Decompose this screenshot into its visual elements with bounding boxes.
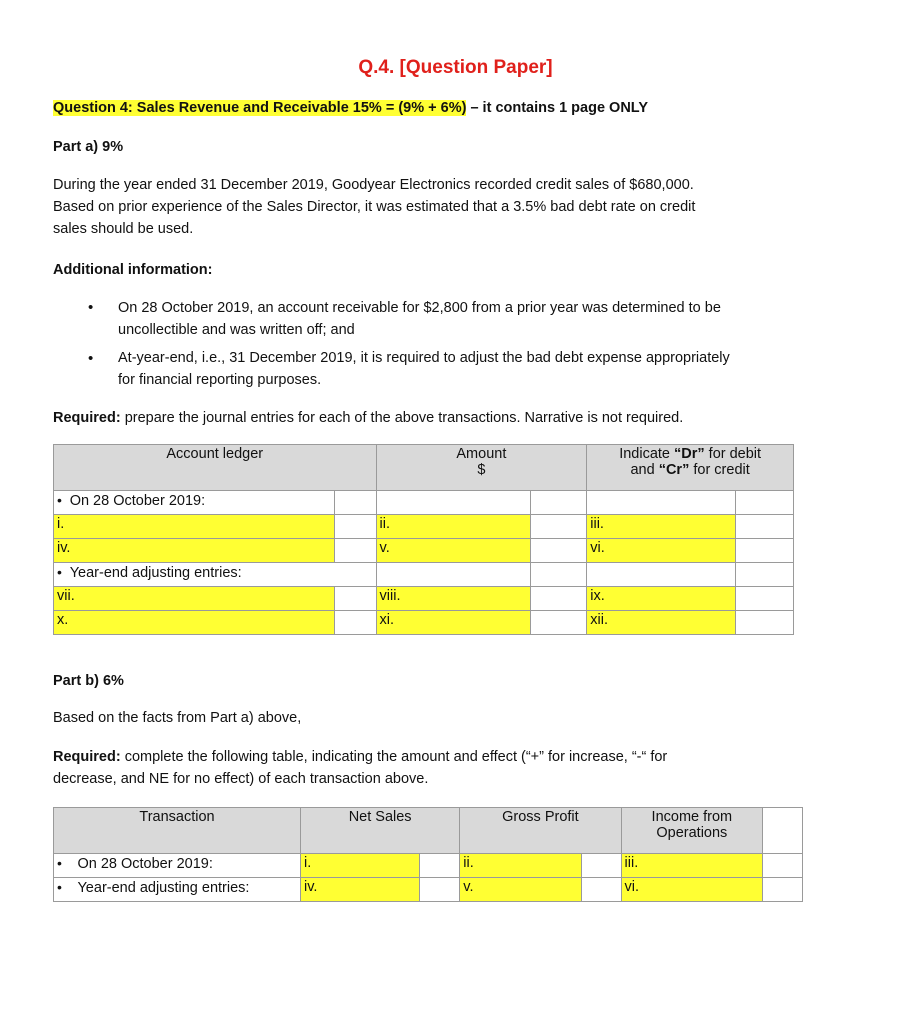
header-gross-profit [460,808,621,854]
required-line: decrease, and NE for no effect) of each transaction above. [53,771,429,787]
required-label: Required: [53,749,121,765]
blank-cell[interactable] [531,515,587,539]
bullet-icon: • [57,855,78,871]
header-income-operations [621,808,763,854]
blank-cell[interactable] [376,563,531,587]
blank-cell[interactable] [531,563,587,587]
blank-cell[interactable] [581,854,621,878]
required-text: prepare the journal entries for each of the above transactions. Narrative is not required. [120,410,684,426]
part-b-intro: Based on the facts from Part a) above, [53,710,302,726]
answer-cell[interactable]: iv. [54,539,335,563]
answer-cell[interactable]: iii. [621,854,763,878]
answer-cell[interactable]: vi. [587,539,736,563]
header-text [590,446,790,462]
answer-cell[interactable]: ii. [376,515,531,539]
required-label: Required: [53,410,121,426]
bullet-icon: • [57,879,78,895]
blank-cell[interactable] [334,491,376,515]
blank-cell[interactable] [763,878,803,902]
part-b-label: Part b) 6% [53,673,124,689]
required-text: complete the following table, indicating the amount and effect (“+” for increase, “-“ for [120,749,668,765]
answer-cell[interactable]: iv. [300,878,419,902]
bullet-line: for financial reporting purposes. [118,372,322,388]
answer-cell[interactable]: v. [460,878,581,902]
header-text-part: for debit [704,446,762,462]
question-heading-highlight: Question 4: Sales Revenue and Receivable 15% = (9% + 6%) [53,100,467,116]
blank-cell[interactable] [531,539,587,563]
answer-cell[interactable]: xii. [587,611,736,635]
header-text: Amount [456,446,507,462]
required-line [53,746,843,768]
blank-cell[interactable] [334,563,376,587]
header-text: Transaction [139,809,215,825]
bullet-line: uncollectible and was written off; and [118,322,355,338]
table-row [54,539,794,563]
part-a-intro [53,174,843,240]
blank-cell[interactable] [587,491,736,515]
bullet-icon: • [57,492,70,508]
journal-table [53,444,794,635]
bullet-item [118,297,858,341]
blank-cell[interactable] [420,854,460,878]
header-text: $ [477,462,486,478]
answer-cell[interactable]: i. [54,515,335,539]
blank-cell [763,808,803,854]
header-transaction [54,808,301,854]
section-text: Year-end adjusting entries: [69,565,242,581]
part-a-label: Part a) 9% [53,139,124,155]
bullet-item [118,347,858,391]
bullet-icon: • [57,564,70,580]
header-text: Net Sales [348,809,412,825]
table-row [54,611,794,635]
blank-cell[interactable] [531,491,587,515]
blank-cell[interactable] [376,491,531,515]
blank-cell[interactable] [736,587,794,611]
question-heading-suffix: – it contains 1 page ONLY [466,100,649,116]
answer-cell[interactable]: iii. [587,515,736,539]
blank-cell[interactable] [736,611,794,635]
transaction-label [54,854,301,878]
header-net-sales [300,808,459,854]
blank-cell[interactable] [334,515,376,539]
blank-cell[interactable] [334,611,376,635]
intro-line: Based on prior experience of the Sales Director, it was estimated that a 3.5% bad debt rate on credit [53,199,696,215]
table-row [54,854,803,878]
section-text: On 28 October 2019: [69,493,206,509]
intro-line: sales should be used. [53,221,194,237]
header-text [590,462,790,478]
blank-cell[interactable] [334,587,376,611]
effect-table [53,807,803,902]
answer-cell[interactable]: v. [376,539,531,563]
blank-cell[interactable] [420,878,460,902]
header-text-part: Indicate [619,446,675,462]
answer-cell[interactable]: vi. [621,878,763,902]
header-amount [376,445,587,491]
transaction-label [54,878,301,902]
blank-cell[interactable] [587,563,736,587]
answer-cell[interactable]: x. [54,611,335,635]
blank-cell[interactable] [736,539,794,563]
blank-cell[interactable] [736,515,794,539]
blank-cell[interactable] [531,611,587,635]
bullet-line: At-year-end, i.e., 31 December 2019, it is required to adjust the bad debt expense appropriately [118,350,730,366]
header-text: Operations [656,825,728,841]
required-b [53,746,843,790]
answer-cell[interactable]: i. [300,854,419,878]
header-dr-cr [587,445,794,491]
transaction-text: Year-end adjusting entries: [77,880,250,896]
header-text-part: “Cr” [658,462,690,478]
answer-cell[interactable]: viii. [376,587,531,611]
header-text: Income from [651,809,733,825]
bullet-line: On 28 October 2019, an account receivable for $2,800 from a prior year was determined to be [118,300,721,316]
required-a [53,410,683,426]
answer-cell[interactable]: ii. [460,854,581,878]
question-heading [53,100,648,116]
header-text: Gross Profit [502,809,579,825]
header-text-part: for credit [689,462,750,478]
header-text-part: and [630,462,659,478]
blank-cell[interactable] [581,878,621,902]
answer-cell[interactable]: xi. [376,611,531,635]
header-text-part: “Dr” [674,446,705,462]
blank-cell[interactable] [736,491,794,515]
answer-cell[interactable]: vii. [54,587,335,611]
section-label [54,563,335,587]
blank-cell[interactable] [334,539,376,563]
header-text: Account ledger [166,446,264,462]
blank-cell[interactable] [736,563,794,587]
bullet-icon: • [88,350,94,367]
bullet-icon: • [88,299,94,316]
transaction-text: On 28 October 2019: [77,856,213,872]
section-label [54,491,335,515]
table-row [54,515,794,539]
intro-line: During the year ended 31 December 2019, Goodyear Electronics recorded credit sales of $680,000. [53,177,694,193]
header-account-ledger [54,445,377,491]
table-row [54,587,794,611]
blank-cell[interactable] [531,587,587,611]
table-row [54,878,803,902]
page-title: Q.4. [Question Paper] [358,57,553,78]
additional-info-label: Additional information: [53,262,213,278]
answer-cell[interactable]: ix. [587,587,736,611]
blank-cell[interactable] [763,854,803,878]
